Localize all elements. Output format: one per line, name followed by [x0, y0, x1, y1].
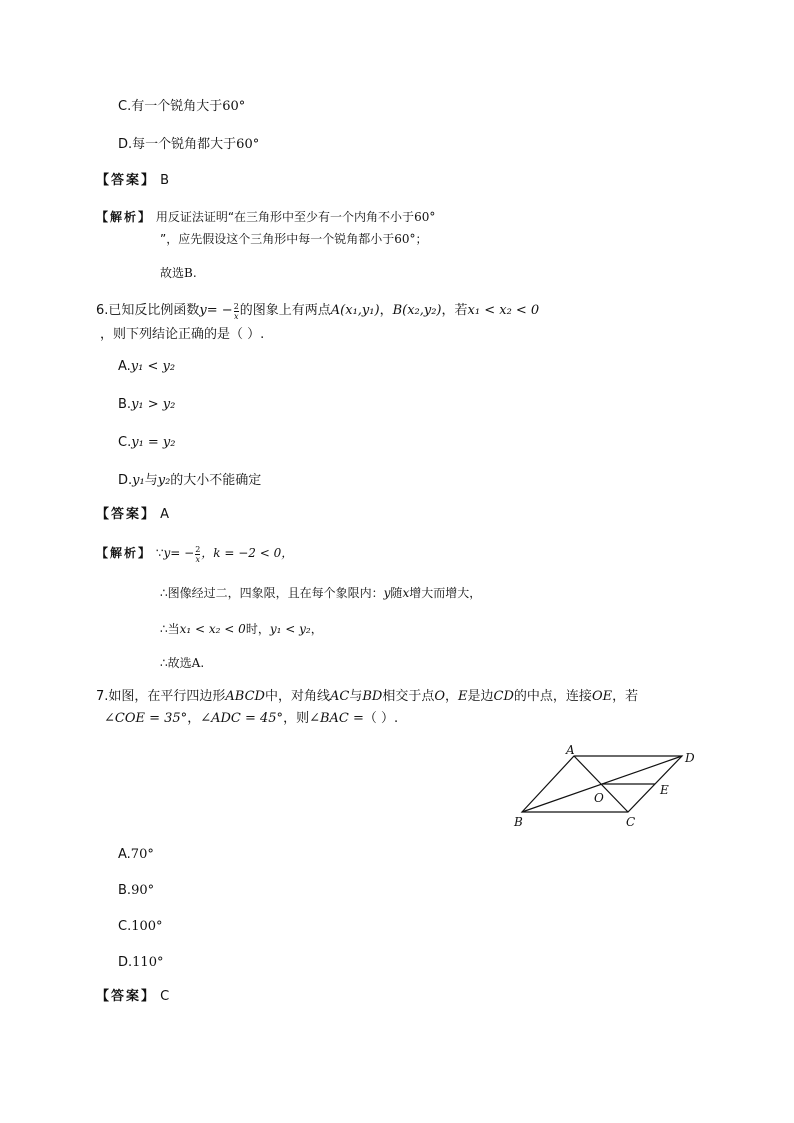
q6-option-b: B.y₁ > y₂: [118, 397, 176, 412]
fraction: $\frac{2}{x}$: [233, 302, 239, 321]
q7-stem-line2: ∠COE = 35°，∠ADC = 45°，则∠BAC =（ ）.: [104, 711, 399, 726]
q7-stem-line1: 7.如图，在平行四边形ABCD中，对角线AC与BD相交于点O，E是边CD的中点，连接OE，若: [96, 689, 639, 704]
label-a: A: [566, 743, 575, 757]
label-c: C: [626, 815, 636, 829]
label-e: E: [660, 783, 669, 797]
q7-option-b: B.90°: [118, 883, 155, 898]
q5-answer: 【答案】 B: [96, 173, 170, 188]
q7-option-a: A.70°: [118, 847, 154, 862]
q5-analysis-line1: 【解析】 用反证法证明“在三角形中至少有一个内角不小于60°: [96, 210, 436, 224]
label-d: D: [685, 751, 695, 765]
q6-analysis-line4: ∴故选A.: [160, 656, 205, 670]
q6-option-a: A.y₁ < y₂: [118, 359, 176, 374]
label-o: O: [594, 791, 604, 805]
q6-option-d: D.y₁与y₂的大小不能确定: [118, 473, 262, 488]
q5-option-d: D.每一个锐角都大于60°: [118, 137, 260, 152]
q6-analysis-line2: ∴图像经过二，四象限，且在每个象限内：y随x增大而增大，: [160, 586, 482, 600]
q6-analysis-line1: 【解析】 ∵y= − $\frac{2}{x}$ ，k = −2 < 0，: [96, 545, 294, 564]
q6-option-c: C.y₁ = y₂: [118, 435, 176, 450]
label-b: B: [514, 815, 523, 829]
q7-answer: 【答案】 C: [96, 989, 170, 1004]
q5-analysis-line3: 故选B.: [160, 266, 197, 280]
q6-analysis-line3: ∴当x₁ < x₂ < 0时，y₁ < y₂，: [160, 622, 323, 636]
parallelogram-figure: [500, 738, 710, 834]
q6-stem-line2: ，则下列结论正确的是（ ）.: [100, 327, 265, 342]
q5-option-c: C.有一个锐角大于60°: [118, 99, 246, 114]
q7-option-c: C.100°: [118, 919, 163, 934]
q7-option-d: D.110°: [118, 955, 164, 970]
fraction: $\frac{2}{x}$: [195, 545, 201, 564]
q6-stem-line1: 6.已知反比例函数y= − $\frac{2}{x}$ 的图象上有两点A(x₁,y₁)，B(x₂,y₂)，若x₁ < x₂ < 0: [96, 302, 540, 321]
q5-analysis-line2: ”，应先假设这个三角形中每一个锐角都小于60°；: [160, 232, 428, 246]
q6-answer: 【答案】 A: [96, 507, 170, 522]
